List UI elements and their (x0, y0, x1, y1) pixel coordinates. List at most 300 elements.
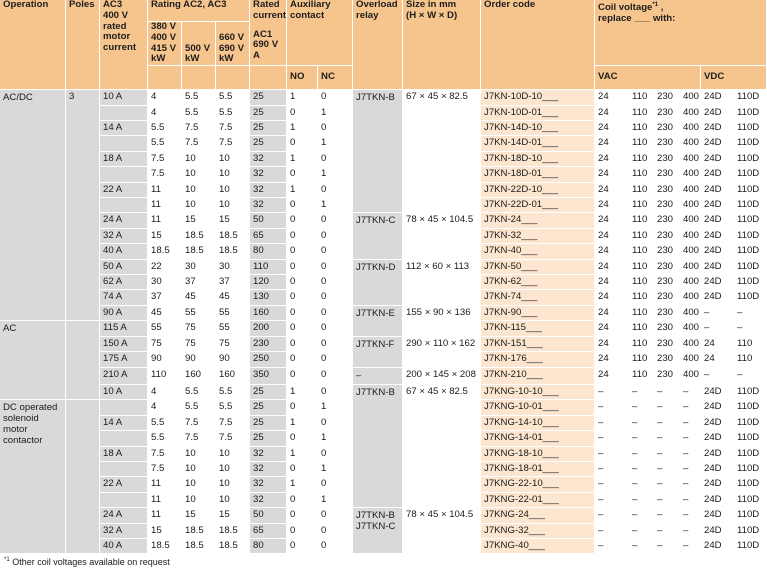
vdc-110-cell: 110D (734, 90, 767, 105)
order-code-cell: J7KN-18D-10___ (481, 152, 595, 167)
vac-110-cell: 110 (629, 213, 654, 228)
ac3-current-cell: 22 A (100, 183, 148, 198)
vdc-24-cell: 24D (701, 290, 734, 305)
header-ac1-spacer (250, 66, 287, 90)
aux-nc-cell: 0 (318, 290, 353, 305)
ac3-current-cell: 22 A (100, 477, 148, 492)
aux-no-cell: 0 (287, 431, 318, 446)
vac-400-cell: 400 (680, 106, 701, 121)
ac1-current-cell: 65 (250, 524, 287, 539)
vdc-24-cell: – (701, 321, 734, 336)
overload-relay-cell: J7TKN-D (353, 260, 403, 306)
ac1-current-cell: 25 (250, 121, 287, 136)
vac-230-cell: 230 (654, 368, 680, 385)
vac-230-cell: 230 (654, 290, 680, 305)
vac-400-cell: – (680, 524, 701, 539)
vdc-24-cell: 24 (701, 337, 734, 352)
poles-cell: 3 (66, 90, 100, 321)
ac1-current-cell: 130 (250, 290, 287, 305)
ac1-current-cell: 80 (250, 244, 287, 259)
ac1-current-cell: 50 (250, 213, 287, 228)
rating-660-cell: 7.5 (216, 136, 250, 151)
ac1-current-cell: 250 (250, 352, 287, 367)
vac-400-cell: – (680, 508, 701, 523)
size-cell: 78 × 45 × 104.5 (403, 508, 481, 554)
rating-500-cell: 10 (182, 198, 216, 213)
vac-110-cell: – (629, 431, 654, 446)
rating-500-cell: 18.5 (182, 524, 216, 539)
vac-400-cell: 400 (680, 290, 701, 305)
vac-230-cell: 230 (654, 121, 680, 136)
vac-400-cell: 400 (680, 136, 701, 151)
ac3-current-cell: 62 A (100, 275, 148, 290)
table-row (0, 508, 767, 523)
vac-230-cell: – (654, 400, 680, 415)
order-code-cell: J7KNG-18-10___ (481, 447, 595, 462)
vac-400-cell: 400 (680, 229, 701, 244)
rating-380-cell: 18.5 (148, 539, 182, 554)
ac1-current-cell: 25 (250, 431, 287, 446)
aux-nc-cell: 1 (318, 136, 353, 151)
aux-nc-cell: 0 (318, 539, 353, 554)
rating-500-cell: 10 (182, 447, 216, 462)
rating-380-cell: 90 (148, 352, 182, 367)
vdc-24-cell: 24D (701, 275, 734, 290)
vdc-110-cell: 110D (734, 400, 767, 415)
aux-nc-cell: 1 (318, 106, 353, 121)
vac-24-cell: 24 (595, 352, 629, 367)
vdc-24-cell: 24D (701, 524, 734, 539)
aux-no-cell: 1 (287, 416, 318, 431)
ac3-current-cell: 32 A (100, 524, 148, 539)
vac-24-cell: – (595, 493, 629, 508)
vac-110-cell: – (629, 493, 654, 508)
table-body (0, 90, 767, 554)
vac-400-cell: 400 (680, 260, 701, 275)
ac1-current-cell: 80 (250, 539, 287, 554)
ac1-current-cell: 50 (250, 508, 287, 523)
vac-110-cell: 110 (629, 106, 654, 121)
order-code-cell: J7KNG-14-10___ (481, 416, 595, 431)
rating-380-cell: 11 (148, 508, 182, 523)
rating-660-cell: 15 (216, 508, 250, 523)
vac-24-cell: 24 (595, 136, 629, 151)
vac-230-cell: – (654, 447, 680, 462)
header-operation: Operation (0, 0, 66, 90)
size-cell: 78 × 45 × 104.5 (403, 213, 481, 259)
aux-no-cell: 0 (287, 321, 318, 336)
rating-380-cell: 7.5 (148, 447, 182, 462)
order-code-cell: J7KNG-40___ (481, 539, 595, 554)
vdc-24-cell: 24D (701, 229, 734, 244)
order-code-cell: J7KN-24___ (481, 213, 595, 228)
vac-400-cell: – (680, 447, 701, 462)
rating-500-cell: 10 (182, 183, 216, 198)
ac1-current-cell: 110 (250, 260, 287, 275)
vdc-24-cell: 24D (701, 447, 734, 462)
vac-110-cell: – (629, 524, 654, 539)
vdc-110-cell: 110D (734, 462, 767, 477)
vdc-24-cell: 24D (701, 213, 734, 228)
vdc-24-cell: 24D (701, 152, 734, 167)
vdc-24-cell: 24 (701, 352, 734, 367)
vac-230-cell: 230 (654, 352, 680, 367)
table-row (0, 260, 767, 275)
rating-500-cell: 45 (182, 290, 216, 305)
vac-230-cell: 230 (654, 275, 680, 290)
order-code-cell: J7KN-210___ (481, 368, 595, 385)
vdc-110-cell: 110D (734, 260, 767, 275)
vac-110-cell: 110 (629, 352, 654, 367)
vac-110-cell: 110 (629, 152, 654, 167)
vac-24-cell: – (595, 416, 629, 431)
aux-nc-cell: 0 (318, 90, 353, 105)
vac-110-cell: – (629, 385, 654, 400)
vac-24-cell: – (595, 477, 629, 492)
vac-24-cell: 24 (595, 290, 629, 305)
rating-500-cell: 7.5 (182, 121, 216, 136)
order-code-cell: J7KNG-22-10___ (481, 477, 595, 492)
vac-400-cell: – (680, 385, 701, 400)
vac-24-cell: – (595, 508, 629, 523)
rating-380-cell: 11 (148, 213, 182, 228)
vdc-24-cell: 24D (701, 493, 734, 508)
order-code-cell: J7KNG-10-01___ (481, 400, 595, 415)
rating-660-cell: 30 (216, 260, 250, 275)
rating-500-cell: 30 (182, 260, 216, 275)
aux-no-cell: 0 (287, 306, 318, 321)
ac1-current-cell: 200 (250, 321, 287, 336)
aux-nc-cell: 0 (318, 183, 353, 198)
rating-500-cell: 18.5 (182, 244, 216, 259)
vac-230-cell: 230 (654, 229, 680, 244)
vac-110-cell: 110 (629, 337, 654, 352)
ac3-current-cell (100, 167, 148, 182)
rating-660-cell: 18.5 (216, 229, 250, 244)
vac-110-cell: 110 (629, 183, 654, 198)
vac-24-cell: 24 (595, 275, 629, 290)
vac-400-cell: 400 (680, 352, 701, 367)
rating-500-cell: 10 (182, 462, 216, 477)
aux-no-cell: 1 (287, 152, 318, 167)
rating-660-cell: 7.5 (216, 121, 250, 136)
operation-cell: AC (0, 321, 66, 400)
vdc-110-cell: 110D (734, 508, 767, 523)
order-code-cell: J7KN-50___ (481, 260, 595, 275)
aux-nc-cell: 0 (318, 524, 353, 539)
vdc-24-cell: – (701, 368, 734, 385)
rating-500-cell: 5.5 (182, 106, 216, 121)
ac3-current-cell (100, 198, 148, 213)
vdc-24-cell: 24D (701, 400, 734, 415)
vac-230-cell: 230 (654, 306, 680, 321)
rating-660-cell: 10 (216, 183, 250, 198)
rating-660-cell: 5.5 (216, 106, 250, 121)
ac1-current-cell: 25 (250, 385, 287, 400)
order-code-cell: J7KN-176___ (481, 352, 595, 367)
rating-660-cell: 10 (216, 447, 250, 462)
ac1-current-cell: 25 (250, 416, 287, 431)
vac-110-cell: – (629, 477, 654, 492)
vac-400-cell: – (680, 462, 701, 477)
ac3-current-cell: 40 A (100, 244, 148, 259)
rating-500-cell: 10 (182, 477, 216, 492)
header-no: NO (287, 66, 318, 90)
order-code-cell: J7KN-18D-01___ (481, 167, 595, 182)
vdc-24-cell: – (701, 306, 734, 321)
vdc-110-cell: 110D (734, 290, 767, 305)
rating-660-cell: 10 (216, 198, 250, 213)
ac1-current-cell: 230 (250, 337, 287, 352)
vac-110-cell: – (629, 539, 654, 554)
vdc-24-cell: 24D (701, 167, 734, 182)
ac3-current-cell: 150 A (100, 337, 148, 352)
vdc-110-cell: 110D (734, 167, 767, 182)
ac1-current-cell: 25 (250, 90, 287, 105)
overload-relay-cell: J7TKN-C (353, 213, 403, 259)
vac-400-cell: 400 (680, 306, 701, 321)
aux-no-cell: 0 (287, 508, 318, 523)
rating-380-cell: 5.5 (148, 431, 182, 446)
rating-380-cell: 4 (148, 106, 182, 121)
aux-no-cell: 0 (287, 260, 318, 275)
rating-500-cell: 75 (182, 337, 216, 352)
vdc-24-cell: 24D (701, 431, 734, 446)
vac-24-cell: 24 (595, 167, 629, 182)
vac-400-cell: – (680, 493, 701, 508)
ac3-current-cell: 18 A (100, 152, 148, 167)
aux-nc-cell: 0 (318, 416, 353, 431)
vac-230-cell: – (654, 385, 680, 400)
overload-relay-cell: J7TKN-F (353, 337, 403, 368)
vdc-110-cell: 110D (734, 539, 767, 554)
ac1-current-cell: 32 (250, 167, 287, 182)
rating-380-cell: 45 (148, 306, 182, 321)
vdc-110-cell: 110D (734, 244, 767, 259)
rating-660-cell: 90 (216, 352, 250, 367)
vac-110-cell: 110 (629, 368, 654, 385)
vdc-24-cell: 24D (701, 477, 734, 492)
footnote-mark: *1 (4, 557, 10, 563)
aux-no-cell: 0 (287, 275, 318, 290)
vac-110-cell: 110 (629, 290, 654, 305)
aux-nc-cell: 0 (318, 477, 353, 492)
rating-660-cell: 18.5 (216, 539, 250, 554)
rating-500-cell: 75 (182, 321, 216, 336)
rating-380-cell: 5.5 (148, 121, 182, 136)
vdc-110-cell: 110D (734, 431, 767, 446)
vac-400-cell: 400 (680, 90, 701, 105)
header-size: Size in mm (H × W × D) (403, 0, 481, 90)
vac-400-cell: 400 (680, 167, 701, 182)
overload-relay-cell: – (353, 368, 403, 385)
aux-nc-cell: 0 (318, 385, 353, 400)
vdc-24-cell: 24D (701, 385, 734, 400)
ac3-current-cell (100, 462, 148, 477)
rating-660-cell: 37 (216, 275, 250, 290)
vdc-110-cell: 110 (734, 337, 767, 352)
rating-500-cell: 7.5 (182, 416, 216, 431)
ac1-current-cell: 65 (250, 229, 287, 244)
vac-400-cell: – (680, 539, 701, 554)
vac-400-cell: 400 (680, 368, 701, 385)
order-code-cell: J7KN-32___ (481, 229, 595, 244)
vdc-24-cell: 24D (701, 244, 734, 259)
vac-230-cell: 230 (654, 136, 680, 151)
size-cell: 67 × 45 × 82.5 (403, 385, 481, 508)
vac-230-cell: – (654, 493, 680, 508)
aux-no-cell: 0 (287, 213, 318, 228)
vdc-24-cell: 24D (701, 121, 734, 136)
vac-400-cell: – (680, 400, 701, 415)
rating-660-cell: 75 (216, 337, 250, 352)
rating-380-cell: 30 (148, 275, 182, 290)
aux-no-cell: 0 (287, 229, 318, 244)
vdc-24-cell: 24D (701, 183, 734, 198)
ac3-current-cell (100, 400, 148, 415)
order-code-cell: J7KNG-18-01___ (481, 462, 595, 477)
rating-660-cell: 10 (216, 462, 250, 477)
table-row (0, 385, 767, 400)
size-cell: 67 × 45 × 82.5 (403, 90, 481, 213)
ac3-current-cell: 10 A (100, 90, 148, 105)
aux-nc-cell: 1 (318, 431, 353, 446)
ac3-current-cell: 18 A (100, 447, 148, 462)
aux-no-cell: 0 (287, 337, 318, 352)
aux-no-cell: 0 (287, 106, 318, 121)
ac1-current-cell: 32 (250, 152, 287, 167)
vac-110-cell: 110 (629, 229, 654, 244)
vac-230-cell: – (654, 416, 680, 431)
rating-380-cell: 11 (148, 198, 182, 213)
order-code-cell: J7KNG-10-10___ (481, 385, 595, 400)
vac-24-cell: 24 (595, 121, 629, 136)
rating-500-cell: 37 (182, 275, 216, 290)
order-code-cell: J7KNG-14-01___ (481, 431, 595, 446)
ac3-current-cell: 24 A (100, 213, 148, 228)
aux-no-cell: 0 (287, 462, 318, 477)
aux-nc-cell: 0 (318, 229, 353, 244)
aux-nc-cell: 1 (318, 167, 353, 182)
vac-230-cell: 230 (654, 106, 680, 121)
vac-24-cell: 24 (595, 244, 629, 259)
vac-400-cell: 400 (680, 213, 701, 228)
aux-no-cell: 1 (287, 385, 318, 400)
vac-400-cell: – (680, 477, 701, 492)
ac3-current-cell: 24 A (100, 508, 148, 523)
vac-110-cell: 110 (629, 198, 654, 213)
rating-380-cell: 11 (148, 183, 182, 198)
poles-cell (66, 400, 100, 554)
aux-nc-cell: 0 (318, 447, 353, 462)
rating-500-cell: 10 (182, 493, 216, 508)
rating-500-cell: 5.5 (182, 385, 216, 400)
ac3-current-cell: 50 A (100, 260, 148, 275)
vac-110-cell: 110 (629, 244, 654, 259)
header-rating-380: 380 V 400 V 415 V kW (148, 22, 182, 66)
vac-400-cell: 400 (680, 121, 701, 136)
header-rating-500: 500 V kW (182, 22, 216, 66)
order-code-cell: J7KN-74___ (481, 290, 595, 305)
vac-110-cell: 110 (629, 167, 654, 182)
order-code-cell: J7KN-10D-10___ (481, 90, 595, 105)
vdc-110-cell: 110D (734, 152, 767, 167)
header-vac: VAC (595, 66, 701, 90)
aux-no-cell: 0 (287, 539, 318, 554)
vdc-24-cell: 24D (701, 539, 734, 554)
ac3-current-cell: 90 A (100, 306, 148, 321)
vac-230-cell: – (654, 462, 680, 477)
ac3-current-cell: 10 A (100, 385, 148, 400)
vac-24-cell: – (595, 524, 629, 539)
rating-660-cell: 45 (216, 290, 250, 305)
rating-500-cell: 10 (182, 152, 216, 167)
vac-230-cell: 230 (654, 337, 680, 352)
vac-230-cell: 230 (654, 198, 680, 213)
vdc-110-cell: 110D (734, 121, 767, 136)
ac1-current-cell: 32 (250, 447, 287, 462)
rating-660-cell: 10 (216, 167, 250, 182)
rating-380-cell: 7.5 (148, 152, 182, 167)
vdc-110-cell: 110D (734, 275, 767, 290)
rating-500-cell: 18.5 (182, 539, 216, 554)
vac-230-cell: 230 (654, 183, 680, 198)
vdc-110-cell: 110D (734, 198, 767, 213)
vac-24-cell: – (595, 431, 629, 446)
header-rating: Rating AC2, AC3 (148, 0, 250, 22)
aux-nc-cell: 0 (318, 321, 353, 336)
aux-nc-cell: 0 (318, 306, 353, 321)
order-code-cell: J7KNG-32___ (481, 524, 595, 539)
aux-no-cell: 0 (287, 400, 318, 415)
header-poles: Poles (66, 0, 100, 90)
rating-660-cell: 7.5 (216, 431, 250, 446)
ac1-current-cell: 32 (250, 183, 287, 198)
rating-660-cell: 15 (216, 213, 250, 228)
aux-no-cell: 1 (287, 183, 318, 198)
vac-400-cell: 400 (680, 152, 701, 167)
rating-660-cell: 55 (216, 321, 250, 336)
vdc-110-cell: 110D (734, 416, 767, 431)
aux-no-cell: 0 (287, 167, 318, 182)
aux-nc-cell: 0 (318, 121, 353, 136)
overload-relay-cell: J7TKN-E (353, 306, 403, 337)
poles-cell (66, 321, 100, 400)
aux-no-cell: 0 (287, 493, 318, 508)
vac-24-cell: 24 (595, 183, 629, 198)
rating-500-cell: 10 (182, 167, 216, 182)
operation-cell: DC operated solenoid motor contactor (0, 400, 66, 554)
order-code-cell: J7KNG-22-01___ (481, 493, 595, 508)
rating-500-cell: 15 (182, 508, 216, 523)
overload-relay-cell: J7TKN-B J7TKN-C (353, 508, 403, 554)
aux-nc-cell: 1 (318, 400, 353, 415)
vdc-24-cell: 24D (701, 260, 734, 275)
ac3-current-cell: 14 A (100, 416, 148, 431)
vac-24-cell: 24 (595, 229, 629, 244)
vdc-110-cell: – (734, 368, 767, 385)
vdc-110-cell: 110D (734, 447, 767, 462)
vdc-110-cell: – (734, 321, 767, 336)
rating-500-cell: 5.5 (182, 400, 216, 415)
aux-nc-cell: 1 (318, 198, 353, 213)
ac1-current-cell: 32 (250, 198, 287, 213)
rating-500-cell: 5.5 (182, 90, 216, 105)
rating-380-cell: 18.5 (148, 244, 182, 259)
vac-400-cell: – (680, 416, 701, 431)
rating-660-cell: 55 (216, 306, 250, 321)
aux-nc-cell: 0 (318, 260, 353, 275)
